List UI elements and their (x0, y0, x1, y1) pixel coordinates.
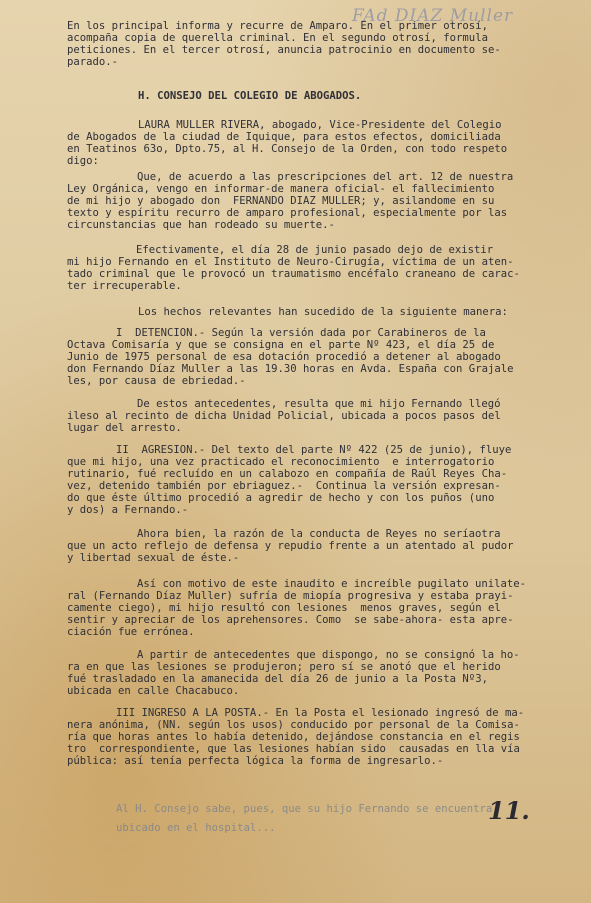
text-line: A partir de antecedentes que dispongo, no se consignó la ho- (137, 649, 520, 661)
text-line: ubicada en calle Chacabuco. (67, 685, 240, 697)
text-line: nera anónima, (NN. según los usos) conducido por personal de la Comisa- (67, 719, 520, 731)
text-line: texto y espíritu recurro de amparo profesional, especialmente por las (67, 207, 508, 219)
text-line: que un acto reflejo de defensa y repudio frente a un atentado al pudor (67, 540, 514, 552)
text-line: y dos) a Fernando.- (67, 504, 189, 516)
text-line: camente ciego), mi hijo resultó con lesiones menos graves, según el (67, 602, 501, 614)
text-line: III INGRESO A LA POSTA.- En la Posta el lesionado ingresó de ma- (116, 707, 525, 719)
text-line: ubicado en el hospital... (116, 822, 276, 834)
text-line: ciación fue errónea. (67, 626, 195, 638)
text-line: LAURA MULLER RIVERA, abogado, Vice-Presidente del Colegio (138, 119, 502, 131)
text-line: de mi hijo y abogado don FERNANDO DIAZ MULLER; y, asilandome en su (67, 195, 495, 207)
handwritten-annotation: FAd DIAZ Muller (352, 6, 514, 26)
text-line: que mi hijo, una vez practicado el reconocimiento e interrogatorio (67, 456, 495, 468)
text-line: Los hechos relevantes han sucedido de la siguiente manera: (138, 306, 508, 318)
text-line: En los principal informa y recurre de Amparo. En el primer otrosí, (67, 20, 488, 32)
text-line: don Fernando Díaz Muller a las 19.30 horas en Avda. España con Grajale (67, 363, 514, 375)
text-line: I DETENCION.- Según la versión dada por Carabineros de la (116, 327, 486, 339)
text-line: vez, detenido también por ebriaguez.- Continua la versión expresan- (67, 480, 501, 492)
text-line: pública: así tenía perfecta lógica la forma de ingresarlo.- (67, 755, 444, 767)
text-line: De estos antecedentes, resulta que mi hijo Fernando llegó (137, 398, 501, 410)
text-line: sentir y apreciar de los aprehensores. Como se sabe-ahora- esta apre- (67, 614, 514, 626)
text-line: ral (Fernando Díaz Muller) sufría de miopía progresiva y estaba prayi- (67, 590, 514, 602)
text-line: Efectivamente, el día 28 de junio pasado dejo de existir (136, 244, 494, 256)
text-line: fué trasladado en la amanecida del día 26 de junio a la Posta Nº3, (67, 673, 488, 685)
text-line: ra en que las lesiones se produjeron; pero sí se anotó que el herido (67, 661, 501, 673)
text-line: Octava Comisaría y que se consigna en el parte Nº 423, el día 25 de (67, 339, 495, 351)
text-line: rutinario, fué recluído en un calabozo en compañía de Raúl Reyes Cha- (67, 468, 508, 480)
text-line: digo: (67, 155, 99, 167)
text-line: Ley Orgánica, vengo en informar-de manera oficial- el fallecimiento (67, 183, 495, 195)
text-line: do que éste último procedió a agredir de hecho y con los puños (uno (67, 492, 495, 504)
text-line: les, por causa de ebriedad.- (67, 375, 246, 387)
text-line: Al H. Consejo sabe, pues, que su hijo Fernando se encuentra (116, 803, 493, 815)
text-line: lugar del arresto. (67, 422, 182, 434)
text-line: peticiones. En el tercer otrosí, anuncia patrocinio en documento se- (67, 44, 501, 56)
text-line: ileso al recinto de dicha Unidad Policial, ubicada a pocos pasos del (67, 410, 501, 422)
addressee-heading: H. CONSEJO DEL COLEGIO DE ABOGADOS. (138, 90, 362, 102)
text-line: mi hijo Fernando en el Instituto de Neuro-Cirugía, víctima de un aten- (67, 256, 514, 268)
text-line: ría que horas antes lo había detenido, dejándose constancia en el regis (67, 731, 520, 743)
text-line: tado criminal que le provocó un traumatismo encéfalo craneano de carac- (67, 268, 520, 280)
text-line: en Teatinos 63o, Dpto.75, al H. Consejo de la Orden, con todo respeto (67, 143, 508, 155)
text-line: y libertad sexual de éste.- (67, 552, 240, 564)
text-line: circunstancias que han rodeado su muerte.- (67, 219, 335, 231)
text-line: acompaña copia de querella criminal. En el segundo otrosí, formula (67, 32, 488, 44)
text-line: tro correspondiente, que las lesiones habían sido causadas en lla vía (67, 743, 520, 755)
text-line: Ahora bien, la razón de la conducta de Reyes no seríaotra (137, 528, 501, 540)
text-line: ter irrecuperable. (67, 280, 182, 292)
text-line: Así con motivo de este inaudito e increíble pugilato unilate- (137, 578, 527, 590)
text-line: Junio de 1975 personal de esa dotación procedió a detener al abogado (67, 351, 501, 363)
text-line: II AGRESION.- Del texto del parte Nº 422 (25 de junio), fluye (116, 444, 512, 456)
text-line: Que, de acuerdo a las prescripciones del art. 12 de nuestra (137, 171, 514, 183)
handwritten-initials: 11. (488, 796, 530, 825)
text-line: parado.- (67, 56, 119, 68)
text-line: de Abogados de la ciudad de Iquique, para estos efectos, domiciliada (67, 131, 501, 143)
